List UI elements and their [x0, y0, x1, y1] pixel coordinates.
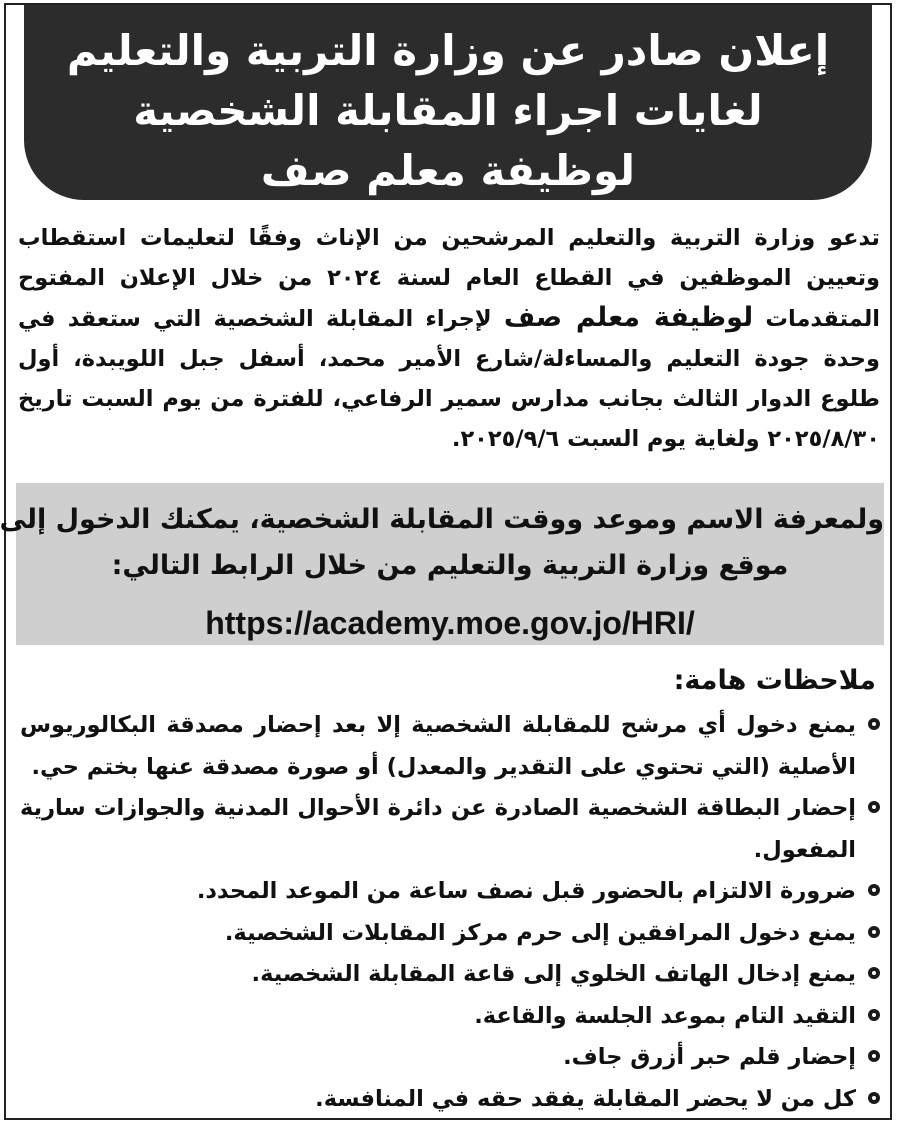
bullet-icon [868, 1009, 880, 1021]
bullet-icon [868, 1092, 880, 1104]
header-title-line-3: لوظيفة معلم صف [260, 146, 636, 195]
note-item [20, 913, 882, 955]
announcement-header [24, 5, 872, 200]
note-item [20, 954, 882, 996]
note-item [20, 705, 882, 788]
note-text: يمنع إدخال الهاتف الخلوي إلى قاعة المقابلة الشخصية. [251, 961, 856, 987]
note-item [20, 788, 882, 871]
intro-paragraph [18, 218, 880, 459]
notes-list [20, 705, 882, 1120]
note-text: إحضار قلم حبر أزرق جاف. [563, 1044, 856, 1070]
header-title-line-2: لغايات اجراء المقابلة الشخصية [133, 86, 763, 135]
note-text: ضرورة الالتزام بالحضور قبل نصف ساعة من الموعد المحدد. [196, 878, 856, 904]
link-info-box [0, 483, 884, 645]
bullet-icon [868, 801, 880, 813]
header-title-line-1: إعلان صادر عن وزارة التربية والتعليم [66, 26, 830, 75]
note-text: كل من لا يحضر المقابلة يفقد حقه في المنافسة. [315, 1085, 856, 1112]
announcement-frame [0, 3, 892, 1120]
link-info-line-1: ولمعرفة الاسم وموعد ووقت المقابلة الشخصية، يمكنك الدخول إلى [0, 504, 884, 535]
note-item [20, 871, 882, 913]
bullet-icon [868, 926, 880, 938]
link-info-line-2: موقع وزارة التربية والتعليم من خلال الرابط التالي: [111, 550, 789, 581]
bullet-icon [868, 1050, 880, 1062]
bullet-icon [868, 967, 880, 979]
note-text: يمنع دخول المرافقين إلى حرم مركز المقابلات الشخصية. [224, 919, 856, 946]
registration-url-link[interactable]: https://academy.moe.gov.jo/HRI/ [205, 605, 695, 641]
note-text: التقيد التام بموعد الجلسة والقاعة. [474, 1002, 856, 1029]
note-item [20, 996, 882, 1038]
bullet-icon [868, 884, 880, 896]
note-text: يمنع دخول أي مرشح للمقابلة الشخصية إلا بعد إحضار مصدقة البكالوريوس الأصلية (التي تحتوي على التقدير والمعدل) أو صورة مصدقة عنها بختم حي. [20, 712, 856, 780]
intro-text-part-1: تدعو وزارة التربية والتعليم المرشحين من الإناث وفقًا لتعليمات استقطاب وتعيين الموظفين في القطاع العام لسنة ٢٠٢٤ من خلال الإعلان المفتوح المتقدمات [18, 225, 881, 332]
note-item [20, 1079, 882, 1121]
intro-job-title-highlight: لوظيفة معلم صف [503, 302, 754, 333]
note-item [20, 1037, 882, 1079]
notes-title: ملاحظات هامة: [673, 665, 876, 696]
bullet-icon [868, 718, 880, 730]
intro-text-part-2: لإجراء المقابلة الشخصية التي ستعقد في وحدة جودة التعليم والمساءلة/شارع الأمير محمد، أسفل جبل اللويبدة، أول طلوع الدوار الثالث بجانب مدارس سمير الرفاعي، للفترة من يوم السبت تاريخ ٢٠٢٥/٨/٣٠ ولغاية يوم السبت ٢٠٢٥/٩/٦. [18, 306, 880, 452]
note-text: إحضار البطاقة الشخصية الصادرة عن دائرة الأحوال المدنية والجوازات سارية المفعول. [20, 795, 856, 863]
